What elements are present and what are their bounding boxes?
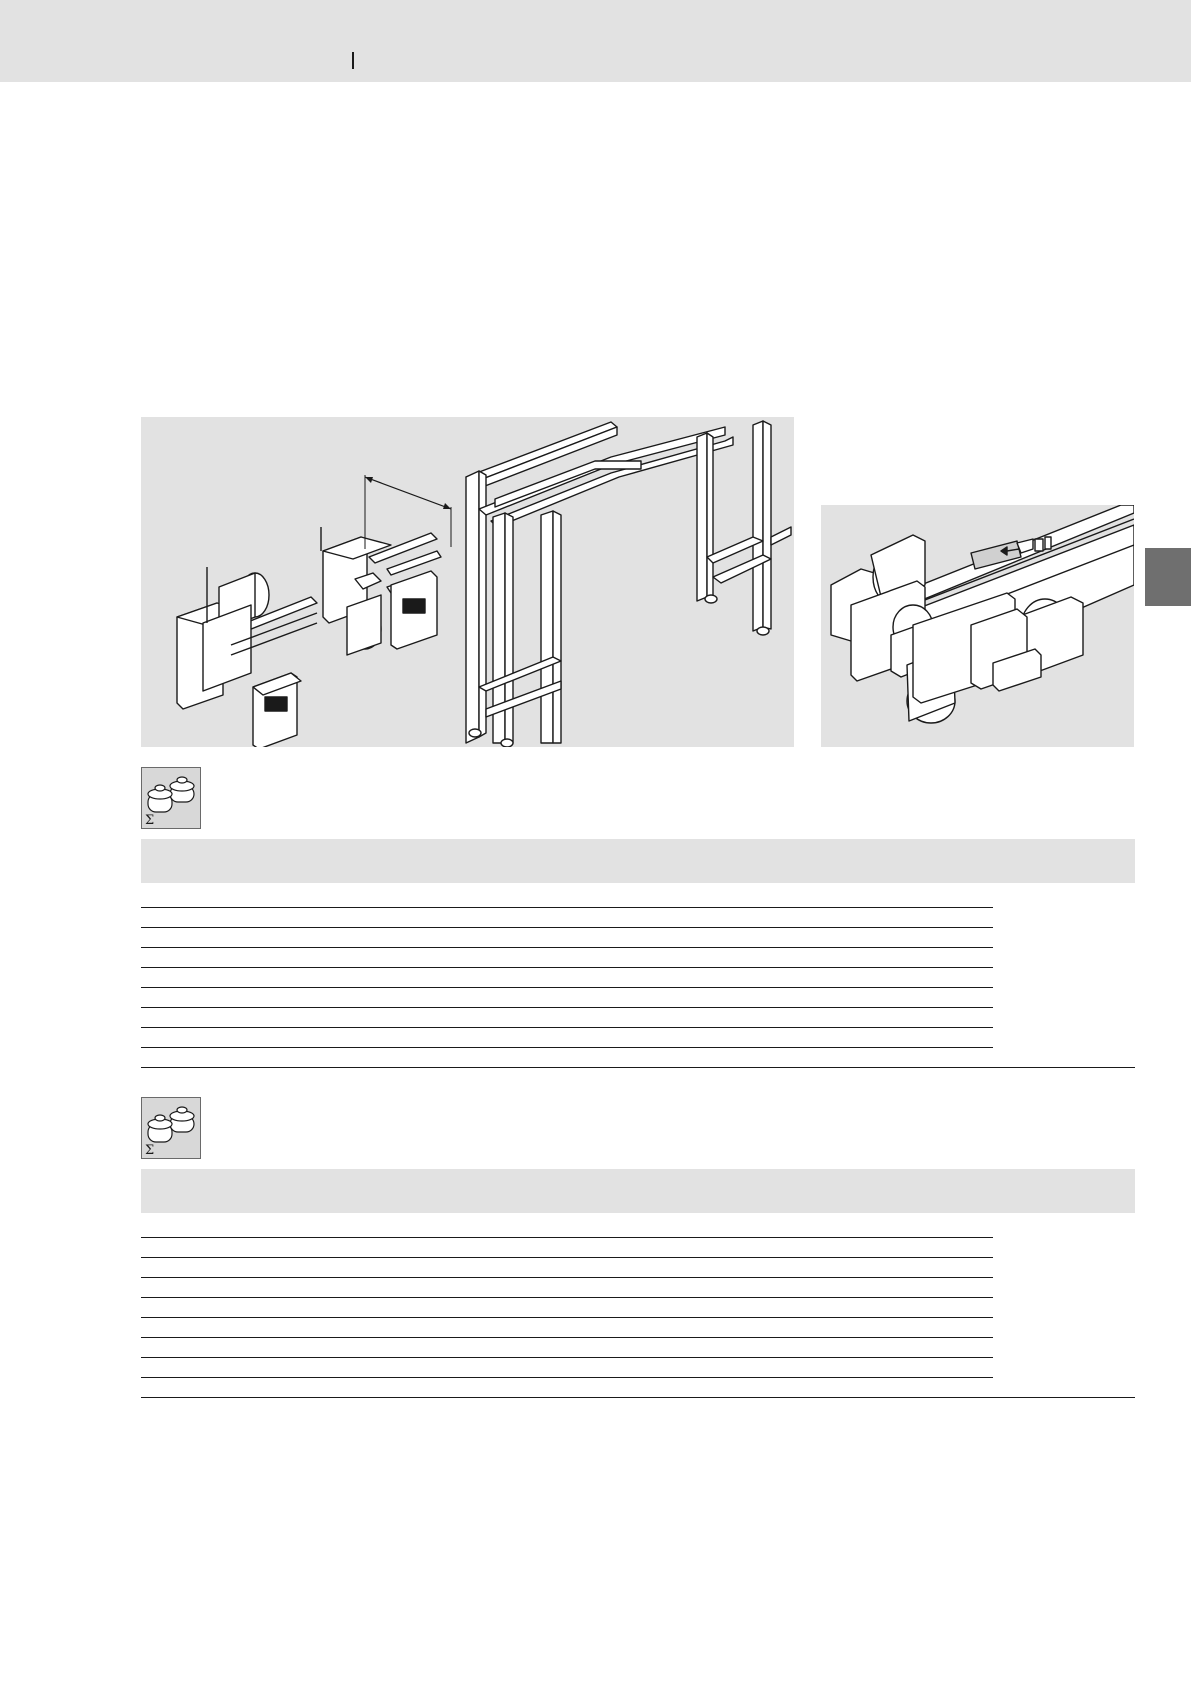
page-header <box>0 0 1191 82</box>
detail-illustration <box>821 505 1134 747</box>
conveyor-detail-drawing <box>821 505 1134 747</box>
weight-icon-1 <box>141 767 201 829</box>
table-1-bottom-rule <box>141 1067 1135 1068</box>
table-2-row-rule <box>141 1257 993 1258</box>
sigma-symbol: Σ <box>145 813 155 828</box>
table-1-row-rule <box>141 927 993 928</box>
table-1-row-rule <box>141 1047 993 1048</box>
table-1-row-rule <box>141 947 993 948</box>
main-illustration <box>141 417 794 747</box>
conveyor-assembly-drawing <box>141 417 794 747</box>
table-2-row-rule <box>141 1277 993 1278</box>
sigma-symbol: Σ <box>145 1143 155 1158</box>
table-2-row-rule <box>141 1357 993 1358</box>
table-1-row-rule <box>141 907 993 908</box>
table-2-row-rule <box>141 1317 993 1318</box>
table-2-row-rule <box>141 1297 993 1298</box>
header-divider <box>352 52 354 69</box>
table-1-row-rule <box>141 1027 993 1028</box>
weight-icon-2 <box>141 1097 201 1159</box>
table-2-row-rule <box>141 1237 993 1238</box>
chapter-tab[interactable] <box>1145 548 1191 606</box>
table-1-row-rule <box>141 987 993 988</box>
table-1-header <box>141 839 1135 883</box>
table-2-header <box>141 1169 1135 1213</box>
table-2-row-rule <box>141 1337 993 1338</box>
table-2-bottom-rule <box>141 1397 1135 1398</box>
table-2-row-rule <box>141 1377 993 1378</box>
table-1-row-rule <box>141 1007 993 1008</box>
table-1-row-rule <box>141 967 993 968</box>
